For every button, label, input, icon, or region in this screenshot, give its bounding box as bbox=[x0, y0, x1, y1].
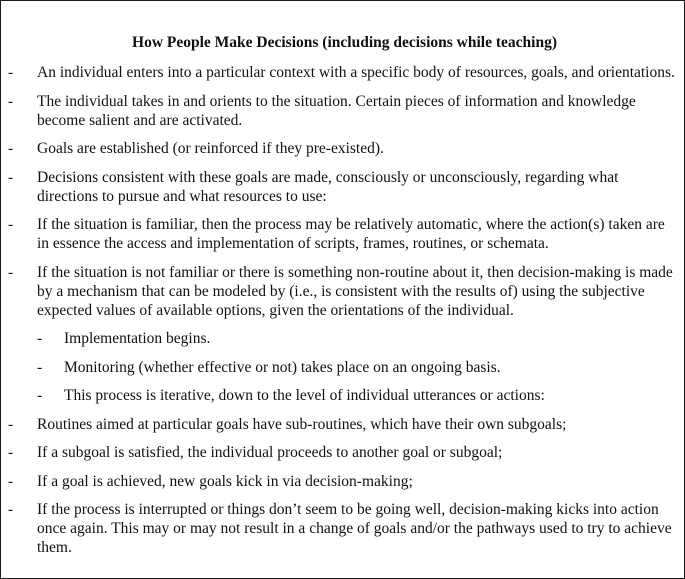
list-item-text: The individual takes in and orients to the situation. Certain pieces of information and knowledge become salient and are activated. bbox=[37, 92, 636, 129]
list-item bbox=[1, 443, 684, 462]
list-item bbox=[1, 500, 684, 557]
bullet-dash: - bbox=[8, 168, 14, 186]
bullet-dash: - bbox=[8, 92, 14, 110]
bullet-dash: - bbox=[8, 415, 14, 433]
bullet-dash: - bbox=[37, 387, 43, 404]
list-item-text: If a subgoal is satisfied, the individual proceeds to another goal or subgoal; bbox=[37, 444, 503, 461]
list-item bbox=[1, 215, 684, 253]
list-item bbox=[1, 263, 684, 320]
list-item-text: Goals are established (or reinforced if they pre-existed). bbox=[37, 140, 384, 157]
sub-list-item bbox=[1, 329, 684, 348]
bullet-dash: - bbox=[37, 330, 43, 347]
list-item-text: If a goal is achieved, new goals kick in via decision-making; bbox=[37, 472, 413, 490]
box-title: How People Make Decisions (including decisions while teaching) bbox=[132, 34, 557, 51]
bullet-dash: - bbox=[37, 358, 43, 376]
list-item-text: If the situation is familiar, then the process may be relatively automatic, where the action(s) taken are in essence the access and implementation of scripts, frames, routines, or schemata. bbox=[37, 216, 665, 252]
list-item bbox=[1, 63, 684, 82]
bullet-dash: - bbox=[8, 472, 14, 490]
list-item bbox=[1, 92, 684, 130]
sub-list-item bbox=[1, 358, 684, 377]
list-item-text: Implementation begins. bbox=[64, 330, 211, 347]
sub-list-item bbox=[1, 386, 684, 405]
list-item-text: Decisions consistent with these goals are made, consciously or unconsciously, regarding what directions to pursue and what resources to use: bbox=[37, 168, 619, 205]
list-item bbox=[1, 139, 684, 158]
list-item bbox=[1, 415, 684, 434]
bullet-dash: - bbox=[8, 216, 14, 233]
bullet-dash: - bbox=[8, 263, 14, 281]
list-item-text: If the process is interrupted or things don’t seem to be going well, decision-making kicks into action once again. This may or may not result in a change of goals and/or the pathways used to try to achieve them. bbox=[37, 501, 672, 556]
list-item bbox=[1, 168, 684, 206]
list-item-text: Monitoring (whether effective or not) takes place on an ongoing basis. bbox=[64, 358, 501, 376]
bullet-dash: - bbox=[8, 140, 14, 157]
bullet-dash: - bbox=[8, 444, 14, 461]
list-item-text: An individual enters into a particular context with a specific body of resources, goals, and orientations. bbox=[37, 64, 675, 81]
list-item bbox=[1, 472, 684, 491]
list-item-text: Routines aimed at particular goals have sub-routines, which have their own subgoals; bbox=[37, 415, 567, 433]
bullet-dash: - bbox=[8, 501, 14, 518]
bullet-list bbox=[1, 63, 684, 567]
list-item-text: If the situation is not familiar or there is something non-routine about it, then decision-making is made by a mechanism that can be modeled by (i.e., is consistent with the results of) using the subjective expected values of available options, given the orientations of the individual. bbox=[37, 263, 673, 319]
list-item-text: This process is iterative, down to the level of individual utterances or actions: bbox=[64, 387, 545, 404]
bullet-dash: - bbox=[8, 64, 14, 81]
